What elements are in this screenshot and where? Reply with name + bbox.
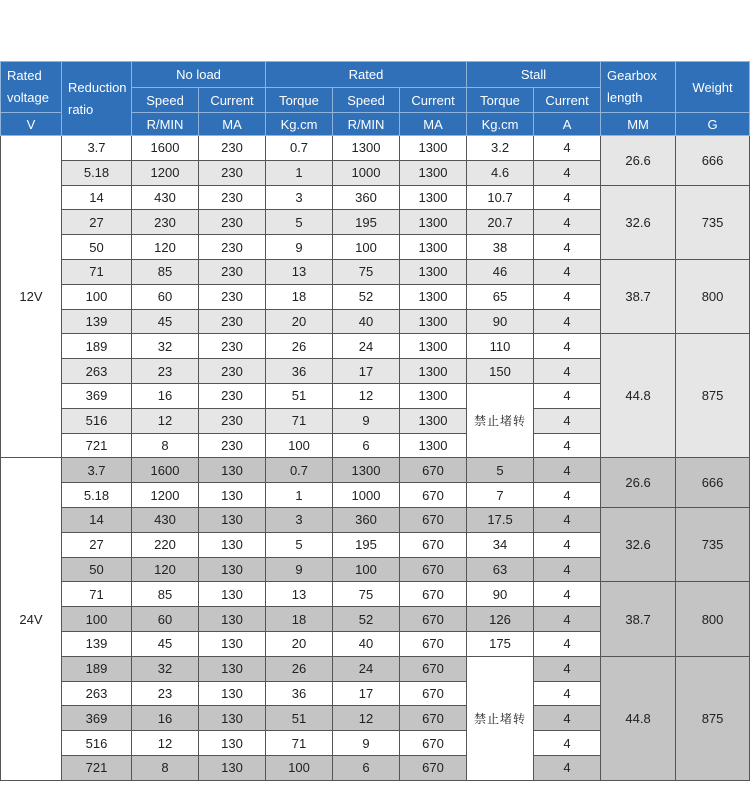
cell-noload-speed: 23	[132, 681, 199, 706]
cell-rated-current: 670	[400, 631, 467, 656]
cell-noload-speed: 60	[132, 284, 199, 309]
cell-rated-current: 1300	[400, 185, 467, 210]
cell-stall-torque: 46	[467, 259, 534, 284]
cell-stall-current: 4	[534, 607, 601, 632]
cell-noload-speed: 1600	[132, 458, 199, 483]
cell-ratio: 50	[62, 557, 132, 582]
cell-rated-torque: 0.7	[266, 458, 333, 483]
cell-rated-torque: 5	[266, 532, 333, 557]
unit-gearbox-length: MM	[601, 113, 676, 136]
cell-rated-current: 670	[400, 681, 467, 706]
cell-weight: 800	[676, 582, 750, 656]
cell-rated-current: 670	[400, 507, 467, 532]
cell-rated-current: 1300	[400, 284, 467, 309]
cell-stall-torque: 110	[467, 334, 534, 359]
cell-rated-speed: 1300	[333, 458, 400, 483]
cell-rated-speed: 52	[333, 607, 400, 632]
unit-noload-current: MA	[199, 113, 266, 136]
cell-weight: 875	[676, 334, 750, 458]
cell-ratio: 139	[62, 309, 132, 334]
cell-noload-current: 130	[199, 458, 266, 483]
cell-gearbox-length: 38.7	[601, 582, 676, 656]
cell-stall-prohibited: 禁止堵转	[467, 656, 534, 780]
cell-ratio: 3.7	[62, 458, 132, 483]
cell-rated-current: 670	[400, 755, 467, 780]
cell-noload-current: 230	[199, 259, 266, 284]
cell-rated-torque: 100	[266, 433, 333, 458]
cell-rated-current: 670	[400, 532, 467, 557]
cell-noload-current: 230	[199, 235, 266, 260]
cell-gearbox-length: 44.8	[601, 334, 676, 458]
header-weight: Weight	[676, 62, 750, 113]
cell-ratio: 189	[62, 656, 132, 681]
cell-noload-current: 130	[199, 706, 266, 731]
header-stall-current: Current	[534, 88, 601, 113]
cell-rated-torque: 20	[266, 309, 333, 334]
cell-weight: 666	[676, 136, 750, 186]
cell-stall-current: 4	[534, 582, 601, 607]
cell-rated-speed: 17	[333, 681, 400, 706]
cell-stall-current: 4	[534, 557, 601, 582]
cell-stall-current: 4	[534, 359, 601, 384]
cell-rated-speed: 24	[333, 656, 400, 681]
cell-noload-speed: 230	[132, 210, 199, 235]
cell-noload-current: 130	[199, 483, 266, 508]
cell-noload-current: 230	[199, 136, 266, 161]
cell-rated-current: 670	[400, 458, 467, 483]
cell-rated-current: 1300	[400, 309, 467, 334]
cell-rated-torque: 36	[266, 359, 333, 384]
cell-stall-current: 4	[534, 309, 601, 334]
cell-rated-torque: 0.7	[266, 136, 333, 161]
cell-rated-current: 1300	[400, 359, 467, 384]
cell-gearbox-length: 26.6	[601, 458, 676, 508]
cell-stall-torque: 126	[467, 607, 534, 632]
cell-noload-current: 130	[199, 656, 266, 681]
cell-rated-current: 670	[400, 607, 467, 632]
cell-noload-speed: 16	[132, 706, 199, 731]
cell-ratio: 14	[62, 185, 132, 210]
cell-noload-speed: 12	[132, 408, 199, 433]
cell-stall-torque: 38	[467, 235, 534, 260]
cell-noload-current: 130	[199, 507, 266, 532]
cell-weight: 875	[676, 656, 750, 780]
cell-stall-torque: 65	[467, 284, 534, 309]
cell-ratio: 27	[62, 532, 132, 557]
cell-rated-torque: 20	[266, 631, 333, 656]
unit-stall-torque: Kg.cm	[467, 113, 534, 136]
cell-rated-current: 1300	[400, 210, 467, 235]
cell-rated-current: 1300	[400, 259, 467, 284]
cell-rated-speed: 40	[333, 631, 400, 656]
cell-noload-current: 130	[199, 731, 266, 756]
cell-stall-current: 4	[534, 706, 601, 731]
cell-rated-torque: 3	[266, 185, 333, 210]
cell-rated-torque: 3	[266, 507, 333, 532]
cell-rated-speed: 195	[333, 532, 400, 557]
cell-rated-torque: 13	[266, 259, 333, 284]
cell-noload-current: 230	[199, 160, 266, 185]
cell-noload-speed: 8	[132, 433, 199, 458]
cell-noload-current: 230	[199, 185, 266, 210]
cell-noload-speed: 1600	[132, 136, 199, 161]
cell-ratio: 369	[62, 383, 132, 408]
cell-ratio: 516	[62, 408, 132, 433]
cell-ratio: 516	[62, 731, 132, 756]
cell-ratio: 50	[62, 235, 132, 260]
cell-noload-current: 130	[199, 532, 266, 557]
cell-rated-torque: 9	[266, 557, 333, 582]
cell-rated-torque: 1	[266, 160, 333, 185]
cell-noload-current: 130	[199, 755, 266, 780]
cell-stall-current: 4	[534, 185, 601, 210]
header-noload-current: Current	[199, 88, 266, 113]
cell-noload-current: 230	[199, 433, 266, 458]
cell-noload-current: 130	[199, 582, 266, 607]
cell-rated-torque: 100	[266, 755, 333, 780]
cell-stall-torque: 20.7	[467, 210, 534, 235]
unit-voltage: V	[1, 113, 62, 136]
cell-noload-speed: 85	[132, 582, 199, 607]
cell-noload-current: 230	[199, 408, 266, 433]
cell-stall-current: 4	[534, 507, 601, 532]
table-header	[1, 62, 750, 136]
cell-stall-torque: 175	[467, 631, 534, 656]
cell-weight: 735	[676, 507, 750, 581]
cell-rated-torque: 18	[266, 284, 333, 309]
cell-rated-speed: 75	[333, 259, 400, 284]
cell-ratio: 721	[62, 755, 132, 780]
cell-weight: 800	[676, 259, 750, 333]
cell-ratio: 263	[62, 681, 132, 706]
cell-noload-speed: 1200	[132, 160, 199, 185]
cell-rated-current: 670	[400, 582, 467, 607]
cell-stall-current: 4	[534, 383, 601, 408]
cell-stall-torque: 4.6	[467, 160, 534, 185]
cell-noload-speed: 120	[132, 557, 199, 582]
cell-stall-current: 4	[534, 136, 601, 161]
table-row	[1, 136, 750, 161]
cell-rated-speed: 12	[333, 706, 400, 731]
cell-rated-torque: 9	[266, 235, 333, 260]
table-row	[1, 259, 750, 284]
cell-rated-current: 1300	[400, 334, 467, 359]
cell-rated-speed: 52	[333, 284, 400, 309]
cell-gearbox-length: 26.6	[601, 136, 676, 186]
cell-ratio: 100	[62, 607, 132, 632]
cell-noload-current: 230	[199, 284, 266, 309]
cell-rated-current: 670	[400, 656, 467, 681]
cell-rated-current: 670	[400, 483, 467, 508]
cell-rated-torque: 18	[266, 607, 333, 632]
cell-ratio: 189	[62, 334, 132, 359]
table-row	[1, 582, 750, 607]
cell-rated-torque: 36	[266, 681, 333, 706]
unit-rated-current: MA	[400, 113, 467, 136]
cell-noload-speed: 8	[132, 755, 199, 780]
cell-ratio: 369	[62, 706, 132, 731]
motor-spec-table	[0, 61, 750, 781]
cell-ratio: 100	[62, 284, 132, 309]
cell-noload-current: 230	[199, 210, 266, 235]
cell-rated-current: 1300	[400, 433, 467, 458]
cell-rated-speed: 40	[333, 309, 400, 334]
cell-stall-prohibited: 禁止堵转	[467, 383, 534, 457]
cell-ratio: 263	[62, 359, 132, 384]
cell-rated-speed: 360	[333, 185, 400, 210]
cell-rated-speed: 12	[333, 383, 400, 408]
cell-noload-current: 130	[199, 681, 266, 706]
cell-stall-current: 4	[534, 731, 601, 756]
cell-rated-speed: 17	[333, 359, 400, 384]
cell-voltage: 12V	[1, 136, 62, 458]
cell-noload-speed: 32	[132, 334, 199, 359]
cell-ratio: 5.18	[62, 160, 132, 185]
cell-stall-current: 4	[534, 433, 601, 458]
cell-rated-torque: 71	[266, 731, 333, 756]
header-gearbox-length: Gearbox length	[601, 62, 676, 113]
cell-rated-speed: 360	[333, 507, 400, 532]
cell-stall-current: 4	[534, 681, 601, 706]
table-row	[1, 656, 750, 681]
header-noload-speed: Speed	[132, 88, 199, 113]
cell-rated-speed: 9	[333, 731, 400, 756]
cell-stall-torque: 90	[467, 309, 534, 334]
cell-noload-speed: 430	[132, 185, 199, 210]
cell-rated-speed: 1000	[333, 483, 400, 508]
cell-stall-torque: 63	[467, 557, 534, 582]
cell-noload-current: 230	[199, 359, 266, 384]
cell-stall-current: 4	[534, 210, 601, 235]
cell-rated-current: 1300	[400, 235, 467, 260]
cell-stall-current: 4	[534, 755, 601, 780]
cell-stall-current: 4	[534, 334, 601, 359]
cell-rated-speed: 1300	[333, 136, 400, 161]
table-row	[1, 334, 750, 359]
header-stall-torque: Torque	[467, 88, 534, 113]
cell-noload-speed: 32	[132, 656, 199, 681]
header-stall: Stall	[467, 62, 601, 88]
cell-rated-current: 1300	[400, 383, 467, 408]
cell-rated-torque: 13	[266, 582, 333, 607]
cell-stall-current: 4	[534, 284, 601, 309]
cell-noload-speed: 23	[132, 359, 199, 384]
table-row	[1, 507, 750, 532]
header-rated-speed: Speed	[333, 88, 400, 113]
cell-stall-torque: 90	[467, 582, 534, 607]
unit-weight: G	[676, 113, 750, 136]
cell-rated-torque: 51	[266, 383, 333, 408]
cell-rated-speed: 100	[333, 235, 400, 260]
header-rated-current: Current	[400, 88, 467, 113]
cell-noload-current: 230	[199, 383, 266, 408]
cell-ratio: 3.7	[62, 136, 132, 161]
cell-ratio: 721	[62, 433, 132, 458]
cell-gearbox-length: 32.6	[601, 507, 676, 581]
cell-noload-speed: 1200	[132, 483, 199, 508]
cell-noload-current: 230	[199, 334, 266, 359]
cell-rated-torque: 26	[266, 334, 333, 359]
cell-ratio: 27	[62, 210, 132, 235]
cell-weight: 735	[676, 185, 750, 259]
cell-noload-current: 130	[199, 631, 266, 656]
cell-stall-torque: 17.5	[467, 507, 534, 532]
cell-stall-current: 4	[534, 483, 601, 508]
cell-rated-speed: 6	[333, 433, 400, 458]
header-rated-torque: Torque	[266, 88, 333, 113]
header-reduction-ratio: Reduction ratio	[62, 62, 132, 136]
cell-stall-torque: 34	[467, 532, 534, 557]
cell-ratio: 5.18	[62, 483, 132, 508]
cell-noload-speed: 85	[132, 259, 199, 284]
cell-noload-speed: 120	[132, 235, 199, 260]
cell-noload-speed: 430	[132, 507, 199, 532]
cell-stall-torque: 5	[467, 458, 534, 483]
cell-stall-torque: 3.2	[467, 136, 534, 161]
cell-stall-current: 4	[534, 656, 601, 681]
cell-noload-speed: 220	[132, 532, 199, 557]
cell-rated-current: 1300	[400, 408, 467, 433]
cell-gearbox-length: 32.6	[601, 185, 676, 259]
cell-rated-torque: 5	[266, 210, 333, 235]
cell-stall-current: 4	[534, 235, 601, 260]
cell-stall-current: 4	[534, 408, 601, 433]
cell-rated-torque: 51	[266, 706, 333, 731]
cell-rated-speed: 100	[333, 557, 400, 582]
cell-noload-current: 130	[199, 557, 266, 582]
cell-gearbox-length: 44.8	[601, 656, 676, 780]
cell-rated-speed: 24	[333, 334, 400, 359]
header-no-load: No load	[132, 62, 266, 88]
unit-rated-speed: R/MIN	[333, 113, 400, 136]
unit-rated-torque: Kg.cm	[266, 113, 333, 136]
cell-stall-current: 4	[534, 160, 601, 185]
cell-ratio: 71	[62, 582, 132, 607]
cell-noload-current: 130	[199, 607, 266, 632]
cell-voltage: 24V	[1, 458, 62, 780]
cell-stall-current: 4	[534, 532, 601, 557]
cell-rated-current: 670	[400, 557, 467, 582]
cell-noload-speed: 60	[132, 607, 199, 632]
header-rated: Rated	[266, 62, 467, 88]
cell-rated-current: 1300	[400, 160, 467, 185]
cell-stall-current: 4	[534, 458, 601, 483]
cell-stall-torque: 10.7	[467, 185, 534, 210]
cell-rated-current: 1300	[400, 136, 467, 161]
cell-rated-current: 670	[400, 731, 467, 756]
unit-noload-speed: R/MIN	[132, 113, 199, 136]
cell-stall-current: 4	[534, 631, 601, 656]
cell-rated-torque: 1	[266, 483, 333, 508]
cell-noload-speed: 45	[132, 631, 199, 656]
cell-rated-speed: 75	[333, 582, 400, 607]
cell-noload-speed: 16	[132, 383, 199, 408]
header-rated-voltage: Rated voltage	[1, 62, 62, 113]
cell-stall-torque: 7	[467, 483, 534, 508]
cell-gearbox-length: 38.7	[601, 259, 676, 333]
cell-noload-current: 230	[199, 309, 266, 334]
unit-stall-current: A	[534, 113, 601, 136]
cell-ratio: 139	[62, 631, 132, 656]
cell-rated-torque: 71	[266, 408, 333, 433]
cell-rated-speed: 9	[333, 408, 400, 433]
cell-rated-speed: 195	[333, 210, 400, 235]
table-row	[1, 458, 750, 483]
cell-noload-speed: 12	[132, 731, 199, 756]
cell-rated-torque: 26	[266, 656, 333, 681]
cell-rated-current: 670	[400, 706, 467, 731]
cell-ratio: 71	[62, 259, 132, 284]
cell-stall-current: 4	[534, 259, 601, 284]
table-row	[1, 185, 750, 210]
cell-rated-speed: 6	[333, 755, 400, 780]
table-body	[1, 136, 750, 781]
cell-noload-speed: 45	[132, 309, 199, 334]
cell-weight: 666	[676, 458, 750, 508]
cell-ratio: 14	[62, 507, 132, 532]
cell-rated-speed: 1000	[333, 160, 400, 185]
cell-stall-torque: 150	[467, 359, 534, 384]
